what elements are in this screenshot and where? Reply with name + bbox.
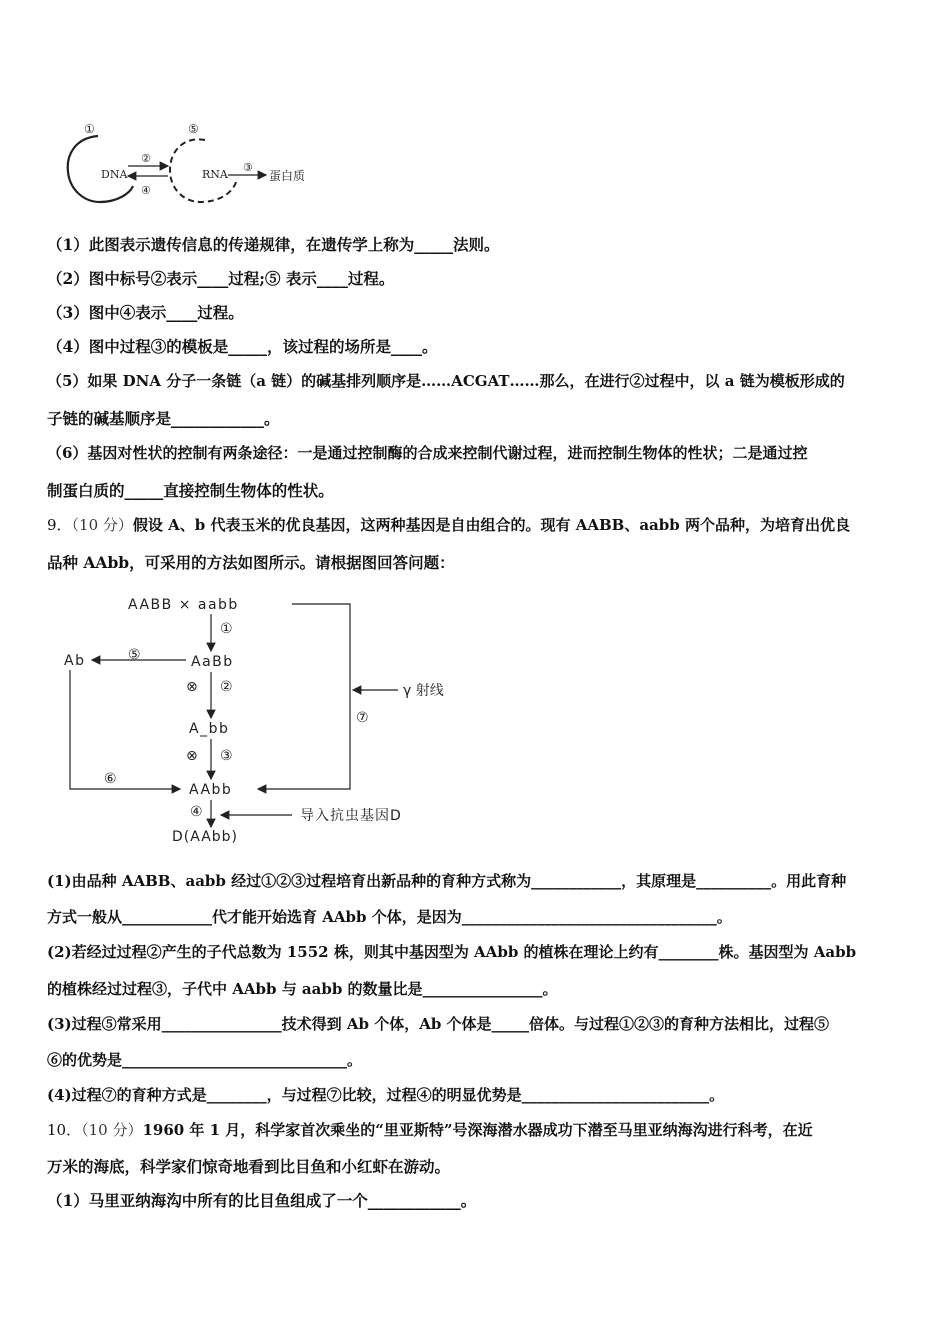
label-c2: ② <box>141 152 151 165</box>
selfing-2: ⊗ <box>186 748 198 764</box>
node-f1: AaBb <box>191 654 234 670</box>
q8-line-2: （2）图中标号②表示____过程;⑤ 表示____过程。 <box>47 269 395 288</box>
q8-line-7: （6）基因对性状的控制有两条途径：一是通过控制酶的合成来控制代谢过程，进而控制生物体的性状；二是通过控 <box>47 444 808 462</box>
step-4: ④ <box>190 804 203 820</box>
q8-line-5: （5）如果 DNA 分子一条链（a 链）的碱基排列顺序是……ACGAT……那么，在进行②过程中，以 a 链为模板形成的 <box>47 372 845 390</box>
q10-intro-2: 万米的海底，科学家们惊奇地看到比目鱼和小红虾在游动。 <box>47 1157 451 1176</box>
node-aabb: AAbb <box>189 782 233 798</box>
label-c4: ④ <box>141 184 151 197</box>
q9-line-5: (3)过程⑤常采用________________技术得到 Ab 个体，Ab 个体是_____倍体。与过程①②③的育种方法相比，过程⑤ <box>47 1015 830 1033</box>
path-6 <box>70 670 180 789</box>
step-2: ② <box>220 679 233 695</box>
q10-number: 10． <box>47 1121 82 1139</box>
label-protein: 蛋白质 <box>269 169 306 183</box>
gamma-label: γ 射线 <box>403 683 444 699</box>
path-7 <box>258 604 350 789</box>
label-c5: ⑤ <box>188 122 199 136</box>
q10-line-1: （1）马里亚纳海沟中所有的比目鱼组成了一个____________。 <box>47 1191 477 1210</box>
node-a-bb: A_bb <box>189 721 230 737</box>
q9-intro-2: 品种 AAbb，可采用的方法如图所示。请根据图回答问题： <box>47 553 455 572</box>
q8-line-1: （1）此图表示遗传信息的传递规律，在遗传学上称为_____法则。 <box>47 235 500 254</box>
step-7: ⑦ <box>356 710 369 726</box>
q8-line-6: 子链的碱基顺序是____________。 <box>47 409 280 428</box>
label-rna: RNA <box>202 168 228 181</box>
q9-line-6: ⑥的优势是______________________________。 <box>47 1051 363 1069</box>
q10-intro-1 <box>47 1119 907 1141</box>
label-c1: ① <box>84 122 95 136</box>
q9-score: （10 分） <box>71 516 133 534</box>
q9-line-1: (1)由品种 AABB、aabb 经过①②③过程培育出新品种的育种方式称为____________，其原理是__________。用此育种 <box>47 872 847 890</box>
selfing-1: ⊗ <box>186 679 198 695</box>
step-1: ① <box>220 621 233 637</box>
q8-line-3: （3）图中④表示____过程。 <box>47 303 244 322</box>
q9-line-3: (2)若经过过程②产生的子代总数为 1552 株，则其中基因型为 AAbb 的植株在理论上约有________株。基因型为 Aabb <box>47 943 857 961</box>
q9-line-2: 方式一般从____________代才能开始选育 AAbb 个体，是因为__________________________________。 <box>47 908 732 926</box>
label-c3: ③ <box>243 161 253 174</box>
q9-line-4: 的植株经过过程③，子代中 AAbb 与 aabb 的数量比是________________。 <box>47 980 558 998</box>
q9-line-7: (4)过程⑦的育种方式是________，与过程⑦比较，过程④的明显优势是_________________________。 <box>47 1086 725 1104</box>
step-3: ③ <box>220 748 233 764</box>
label-dna: DNA <box>101 168 128 181</box>
node-cross: AABB × aabb <box>128 597 239 613</box>
q10-intro-text: 1960 年 1 月，科学家首次乘坐的“里亚斯特”号深海潜水器成功下潜至马里亚纳海沟进行科考，在近 <box>142 1121 813 1139</box>
node-d-aabb: D(AAbb) <box>172 829 239 845</box>
q10-score: （10 分） <box>81 1121 143 1139</box>
q8-line-8: 制蛋白质的_____直接控制生物体的性状。 <box>47 481 334 500</box>
insert-gene-label: 导入抗虫基因D <box>300 808 402 824</box>
q8-line-4: （4）图中过程③的模板是_____，该过程的场所是____。 <box>47 337 438 356</box>
step-5: ⑤ <box>128 647 141 663</box>
node-ab: Ab <box>64 653 86 669</box>
step-6: ⑥ <box>104 771 117 787</box>
q9-number: 9． <box>47 516 72 534</box>
q9-intro-text: 假设 A、b 代表玉米的优良基因，这两种基因是自由组合的。现有 AABB、aabb 两个品种，为培育出优良 <box>132 516 850 534</box>
